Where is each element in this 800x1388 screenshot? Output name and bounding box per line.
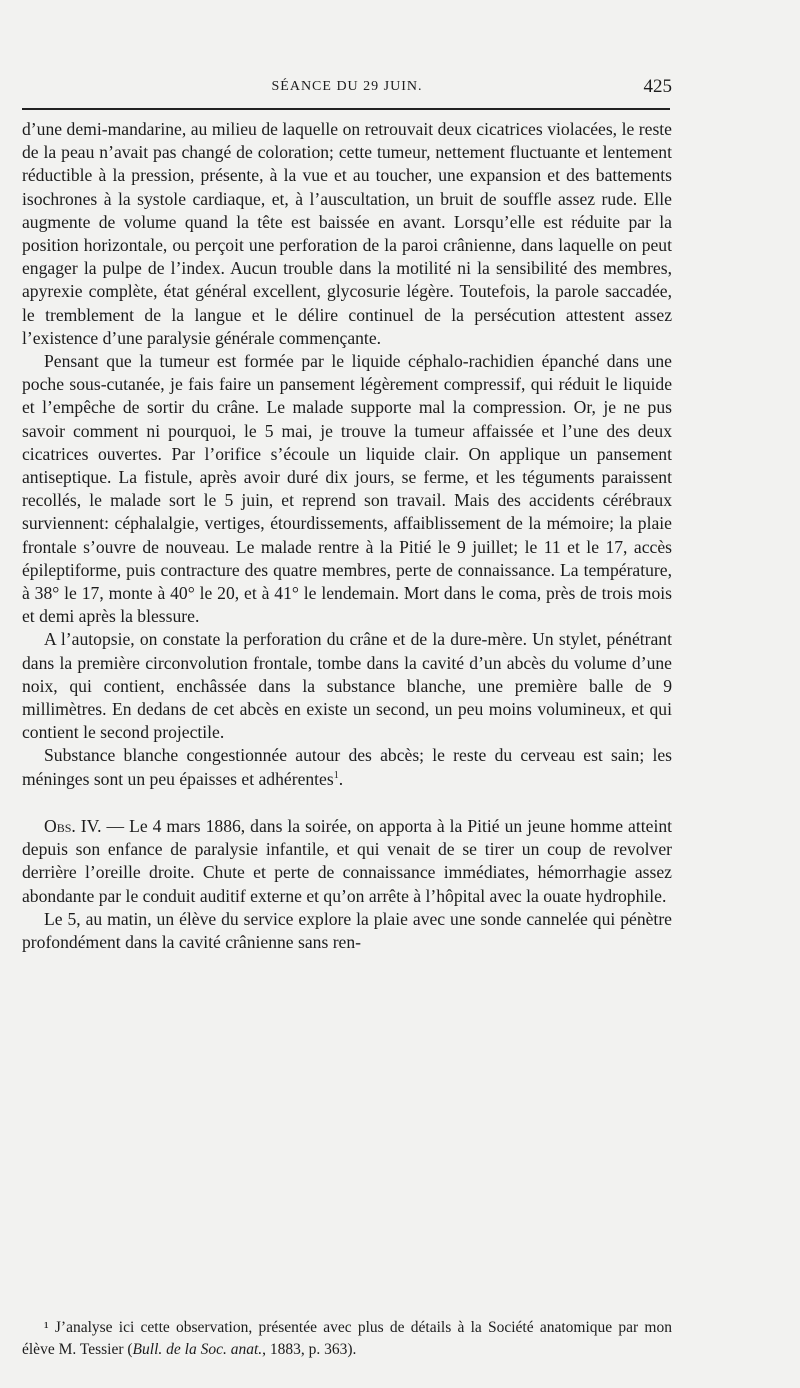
- page-number: 425: [643, 76, 672, 97]
- paragraph-3: A l’autopsie, on constate la perforation du crâne et de la dure-mère. Un stylet, pénétrant dans la première circonvolution frontale, tombe dans la cavité d’un abcès du volume d’une noix, qui contient, enchâssée dans la substance blanche, une première balle de 9 millimètres. En dedans de cet abcès en existe un second, un peu moins volumineux, et qui contient le second projectile.: [22, 629, 672, 743]
- paragraph-2: Pensant que la tumeur est formée par le liquide céphalo-rachidien épanché dans une poche sous-cutanée, je fais faire un pansement légèrement compressif, qui réduit le liquide et l’empêche de sortir du crâne. Le malade supporte mal la compression. Or, je ne pus savoir comment ni pourquoi, le 5 mai, je trouve la tumeur affaissée et l’une des deux cicatrices ouvertes. Par l’orifice s’écoule un liquide clair. On applique un pansement antiseptique. La fistule, après avoir duré dix jours, se ferme, et les téguments paraissent recollés, le malade sort le 5 juin, et reprend son travail. Mais des accidents cérébraux surviennent: céphalalgie, vertiges, étourdissements, affaiblissement de la mémoire; la plaie frontale s’ouvre de nouveau. Le malade rentre à la Pitié le 9 juillet; le 11 et le 17, accès épileptiforme, puis contracture des quatre membres, perte de connaissance. La température, à 38° le 17, monte à 40° le 20, et à 41° le lendemain. Mort dans le coma, près de trois mois et demi après la blessure.: [22, 351, 672, 627]
- paragraph-6: Le 5, au matin, un élève du service explore la plaie avec une sonde cannelée qui pénètre profondément dans la cavité crânienne sans ren-: [22, 908, 672, 952]
- footnote-marker: ¹: [44, 1319, 49, 1336]
- header-rule: [22, 108, 670, 110]
- observation-label: Obs. IV.: [44, 815, 102, 836]
- footnote-text: J’analyse ici cette observation, présentée avec plus de détails à la Société anatomique par mon élève M. Tessier (: [22, 1319, 672, 1358]
- footnote-tail: , 1883, p. 363).: [262, 1340, 357, 1358]
- body-text: [22, 118, 672, 954]
- paragraph-1: d’une demi-mandarine, au milieu de laquelle on retrouvait deux cicatrices violacées, le reste de la peau n’avait pas changé de coloration; cette tumeur, nettement fluctuante et lentement réductible à la pression, présente, à la vue et au toucher, une expansion et des battements isochrones à la systole cardiaque, et, à l’auscultation, un bruit de souffle assez rude. Elle augmente de volume quand la tête est baissée en avant. Lorsqu’elle est réduite par la position horizontale, ou perçoit une perforation de la paroi crânienne, dans laquelle on peut engager la pulpe de l’index. Aucun trouble dans la motilité ni la sensibilité des membres, apyrexie complète, état général excellent, glycosurie légère. Toutefois, la parole saccadée, le tremblement de la langue et le délire continuel de la persécution attestent assez l’existence d’une paralysie générale commençante.: [22, 119, 672, 348]
- paragraph-4-text: Substance blanche congestionnée autour des abcès; le reste du cerveau est sain; les méninges sont un peu épaisses et adhérentes: [22, 745, 672, 789]
- observation-text: — Le 4 mars 1886, dans la soirée, on apporta à la Pitié un jeune homme atteint depuis son enfance de paralysie infantile, et qui venait de se tirer un coup de revolver derrière l’oreille droite. Chute et perte de connaissance immédiates, hémorrhagie assez abondante par le conduit auditif externe et qu’on arrête à l’hôpital avec la ouate hydrophile.: [22, 815, 673, 906]
- running-title: SÉANCE DU 29 JUIN.: [271, 79, 423, 94]
- footnote-reference: 1: [333, 769, 339, 781]
- page-header: [22, 76, 672, 100]
- footnote: [22, 1317, 672, 1360]
- paragraph-4: Substance blanche congestionnée autour des abcès; le reste du cerveau est sain; les méninges sont un peu épaisses et adhérentes$^1$.: [22, 745, 672, 789]
- footnote-journal: Bull. de la Soc. anat.: [132, 1340, 263, 1358]
- observation-4-paragraph: [22, 815, 672, 908]
